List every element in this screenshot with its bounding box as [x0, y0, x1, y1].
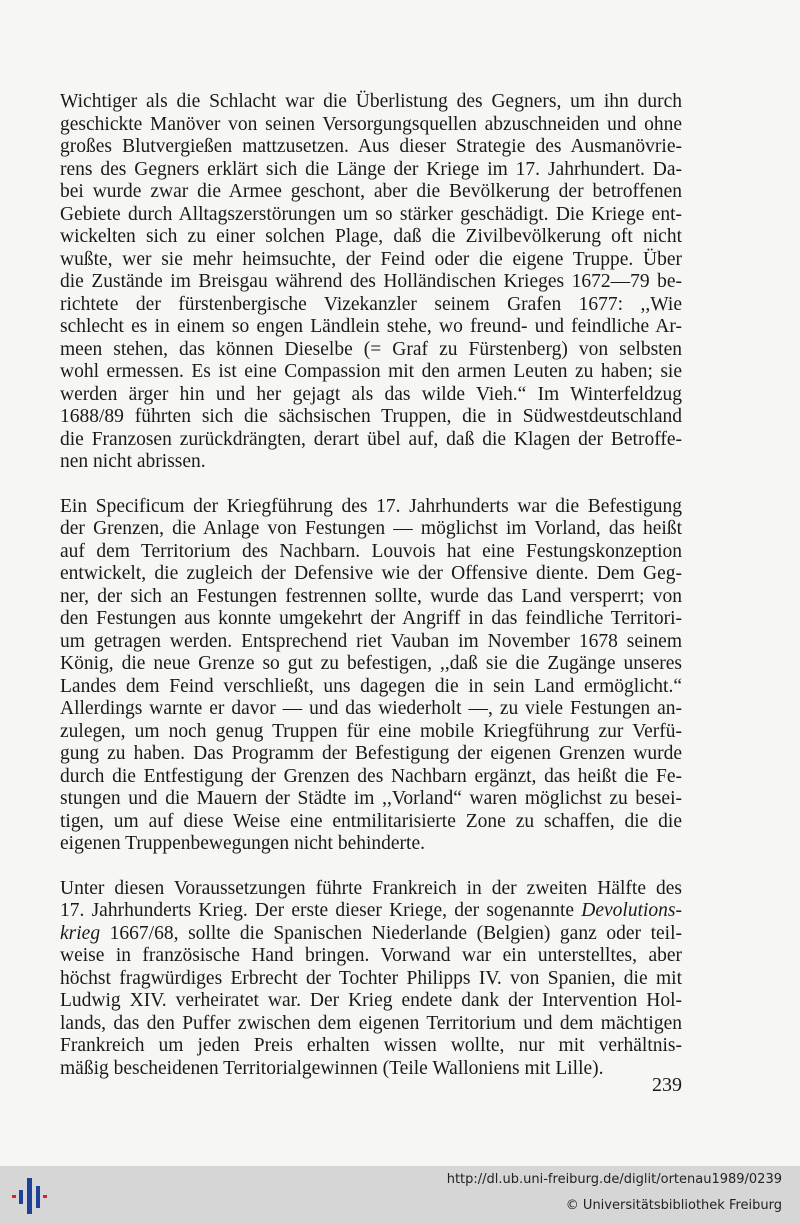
text-line: um getragen werden. Entsprechend riet Vauban im November 1678 seinem	[60, 630, 682, 652]
text-line: weise in französische Hand bringen. Vorwand war ein unterstelltes, aber	[60, 945, 682, 966]
text-line: rens des Gegners erklärt sich die Länge der Kriege im 17. Jahrhundert. Da-	[60, 158, 682, 180]
text-line: stungen und die Mauern der Städte im ,,Vorland“ waren möglichst zu besei-	[60, 788, 682, 809]
text-segment: 1667/68, sollte die Spanischen Niederlande (Belgien) ganz oder teil-	[100, 922, 682, 944]
text-line: großes Blutvergießen mattzusetzen. Aus dieser Strategie des Ausmanövrie-	[60, 136, 682, 157]
paragraph-1	[60, 91, 682, 474]
page-number: 239	[652, 1074, 682, 1096]
text-line: tigen, um auf diese Weise eine entmilitarisierte Zone zu schaffen, die die	[60, 810, 682, 832]
text-line: Allerdings warnte er davor — und das wiederholt —, zu viele Festungen an-	[60, 698, 682, 719]
text-line: geschickte Manöver von seinen Versorgungsquellen abzuschneiden und ohne	[60, 113, 682, 135]
text-line: Ein Specificum der Kriegführung des 17. Jahrhunderts war die Befestigung	[60, 495, 682, 517]
text-line: ner, der sich an Festungen festrennen sollte, wurde das Land versperrt; von	[60, 585, 682, 607]
text-line: eigenen Truppenbewegungen nicht behinderte.	[60, 833, 425, 854]
text-segment: 17. Jahrhunderts Krieg. Der erste dieser Kriege, der sogenannte	[60, 900, 582, 921]
text-line: mäßig bescheidenen Territorialgewinnen (Teile Walloniens mit Lille).	[60, 1057, 604, 1079]
text-line: Unter diesen Voraussetzungen führte Frankreich in der zweiten Hälfte des	[60, 877, 682, 899]
text-line: höchst fragwürdiges Erbrecht der Tochter Philipps IV. von Spanien, die mit	[60, 967, 682, 989]
text-line: nen nicht abrissen.	[60, 451, 206, 472]
text-line: richtete der fürstenbergische Vizekanzler seinem Grafen 1677: ,,Wie	[60, 293, 682, 315]
footer-bar	[0, 1166, 800, 1224]
text-line: durch die Entfestigung der Grenzen des Nachbarn ergänzt, das heißt die Fe-	[60, 765, 682, 787]
text-line: die Zustände im Breisgau während des Holländischen Krieges 1672—79 be-	[60, 271, 682, 292]
text-line: lands, das den Puffer zwischen dem eigenen Territorium und dem mächtigen	[60, 1012, 682, 1034]
text-line: Frankreich um jeden Preis erhalten wissen wollte, nur mit verhältnis-	[60, 1035, 682, 1056]
italic-term: Devolutions-	[581, 900, 682, 921]
text-line: bei wurde zwar die Armee geschont, aber die Bevölkerung der betroffenen	[60, 181, 682, 202]
text-line: schlecht es in einem so engen Ländlein stehe, wo freund- und feindliche Ar-	[60, 316, 682, 337]
text-line: wußte, wer sie mehr heimsuchte, der Feind oder die eigene Truppe. Über	[60, 248, 682, 270]
text-line: Gebiete durch Alltagszerstörungen um so stärker geschädigt. Die Kriege ent-	[60, 203, 682, 225]
text-line: 1688/89 führten sich die sächsischen Truppen, die in Südwestdeutschland	[60, 406, 682, 427]
text-line: Wichtiger als die Schlacht war die Überlistung des Gegners, um ihn durch	[60, 91, 682, 112]
text-line: die Franzosen zurückdrängten, derart übel auf, daß die Klagen der Betroffe-	[60, 428, 682, 450]
footer-url[interactable]: http://dl.ub.uni-freiburg.de/diglit/ortenau1989/0239	[446, 1172, 782, 1187]
text-line: werden ärger hin und her gejagt als das wilde Vieh.“ Im Winterfeldzug	[60, 383, 682, 405]
text-line: entwickelt, die zugleich der Defensive wie der Offensive diente. Dem Geg-	[60, 563, 682, 584]
paragraph-2	[60, 496, 682, 856]
text-line-with-italic	[60, 923, 682, 946]
text-line-with-italic	[60, 900, 682, 923]
text-line: wickelten sich zu einer solchen Plage, daß die Zivilbevölkerung oft nicht	[60, 226, 682, 247]
text-line: meen stehen, das können Dieselbe (= Graf zu Fürstenberg) von selbsten	[60, 338, 682, 360]
text-line: zulegen, um noch genug Truppen für eine mobile Kriegführung zur Verfü-	[60, 720, 682, 742]
text-line: gung zu haben. Das Programm der Befestigung der eigenen Grenzen wurde	[60, 743, 682, 764]
text-line: auf dem Territorium des Nachbarn. Louvois hat eine Festungskonzeption	[60, 540, 682, 562]
paragraph-3	[60, 878, 682, 1081]
italic-term: krieg	[60, 922, 101, 944]
text-line: der Grenzen, die Anlage von Festungen — möglichst im Vorland, das heißt	[60, 518, 682, 539]
page-body	[60, 91, 682, 1080]
text-line: den Festungen aus konnte umgekehrt der Angriff in das feindliche Territori-	[60, 608, 682, 629]
text-line: wohl ermessen. Es ist eine Compassion mit den armen Leuten zu haben; sie	[60, 361, 682, 382]
text-line: Ludwig XIV. verheiratet war. Der Krieg endete dank der Intervention Hol-	[60, 990, 682, 1011]
footer-copyright: © Universitätsbibliothek Freiburg	[565, 1198, 782, 1213]
ub-freiburg-logo-icon	[10, 1176, 50, 1216]
text-line: Landes dem Feind verschließt, uns dagegen die in sein Land ermöglicht.“	[60, 675, 682, 697]
text-line: König, die neue Grenze so gut zu befestigen, ,,daß sie die Zugänge unseres	[60, 653, 682, 674]
